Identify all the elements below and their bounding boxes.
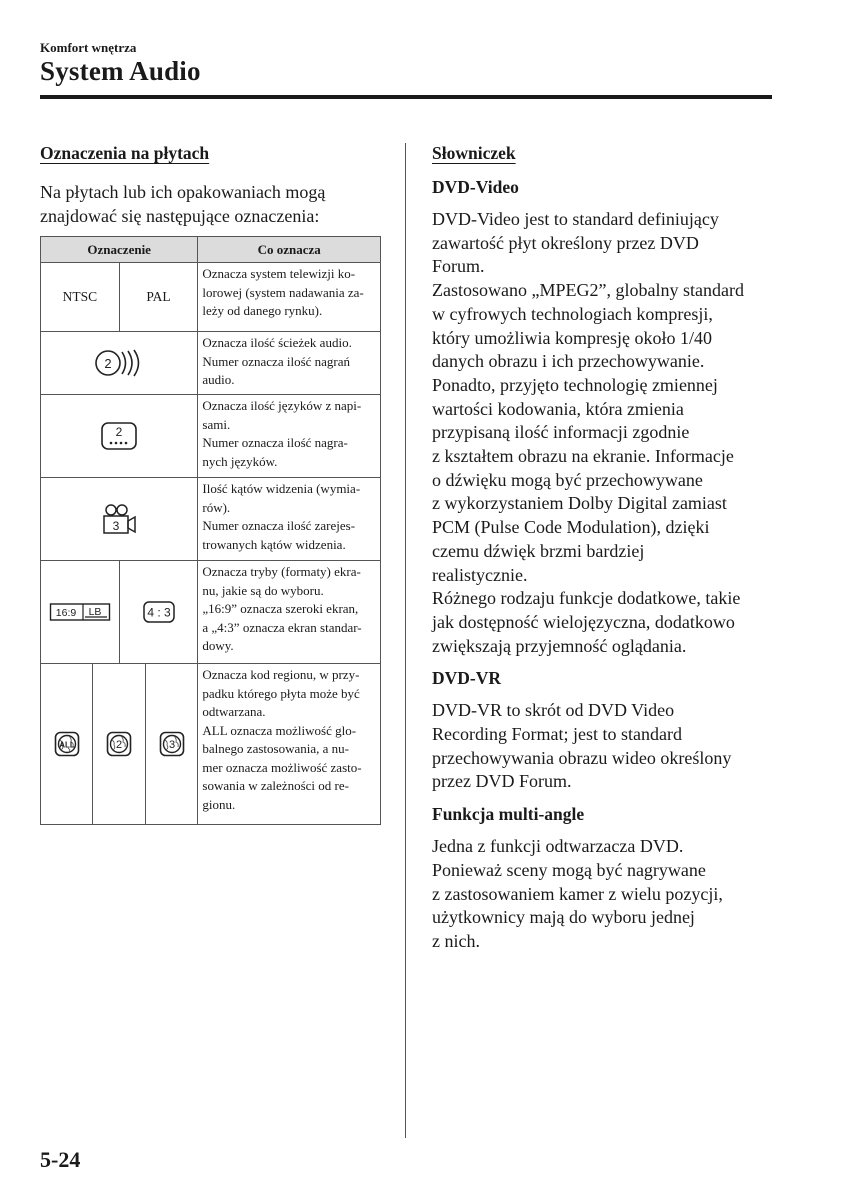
text-line: Recording Format; jest to standard xyxy=(432,724,682,745)
text-line: jak dostępność wielojęzyczna, dodatkowo xyxy=(432,611,735,632)
audio-tracks-icon xyxy=(93,346,145,380)
glossary-term-dvd-vr: DVD-VR xyxy=(432,668,502,689)
table-row xyxy=(41,263,381,332)
desc-line: rów). xyxy=(202,499,231,515)
mark-cell-wide xyxy=(41,561,120,664)
region-3-text: 3 xyxy=(168,739,175,751)
desc-line: sami. xyxy=(202,416,231,432)
text-line: PCM (Pulse Code Modulation), dzięki xyxy=(432,517,710,538)
mark-cell-audio xyxy=(41,332,198,395)
text-line: przechowywania obrazu wideo określony xyxy=(432,747,732,768)
desc-line: mer oznacza możliwość zasto- xyxy=(202,759,362,775)
column-divider xyxy=(405,143,406,1138)
glossary-definition-multi-angle xyxy=(432,835,777,954)
desc-line: trowanych kątów widzenia. xyxy=(202,536,346,552)
text-line: wartości kodowania, która zmienia xyxy=(432,398,684,419)
mark-description xyxy=(198,263,381,332)
disc-marks-heading: Oznaczenia na płytach xyxy=(40,143,210,163)
camera-angles-number: 3 xyxy=(112,519,120,533)
desc-line: leży od danego rynku). xyxy=(202,303,323,318)
table-row xyxy=(41,664,381,825)
table-row xyxy=(41,561,381,664)
text-line: DVD-VR to skrót od DVD Video xyxy=(432,700,675,721)
desc-line: Numer oznacza ilość nagrań xyxy=(202,353,351,369)
region-globe-icon xyxy=(54,731,80,757)
mark-description xyxy=(198,561,381,664)
mark-cell-subtitles xyxy=(41,395,198,478)
desc-line: Numer oznacza ilość zarejes- xyxy=(202,518,356,533)
camera-angles-icon xyxy=(99,502,139,536)
header-divider xyxy=(40,95,772,99)
region-globe-icon xyxy=(106,731,132,757)
desc-line: Oznacza ilość języków z napi- xyxy=(202,398,362,413)
disc-marks-intro: Na płytach lub ich opakowaniach mogą znajdować się następujące oznaczenia: xyxy=(40,182,326,226)
desc-line: balnego zastosowania, a nu- xyxy=(202,741,349,756)
text-line: przypisaną ilość informacji zgodnie xyxy=(432,422,690,443)
text-line: z zastosowaniem kamer z wielu pozycji, xyxy=(432,883,723,904)
mark-cell-angles xyxy=(41,478,198,561)
desc-line: Oznacza tryby (formaty) ekra- xyxy=(202,564,361,579)
desc-line: „16:9” oznacza szeroki ekran, xyxy=(202,601,359,616)
desc-line: odtwarzana. xyxy=(202,704,266,719)
right-column xyxy=(432,143,777,964)
desc-line: dowy. xyxy=(202,638,234,653)
glossary-definition-dvd-vr xyxy=(432,699,777,794)
glossary-heading: Słowniczek xyxy=(432,143,516,163)
mark-description xyxy=(198,478,381,561)
text-line: z kształtem obrazu na ekranie. Informacje xyxy=(432,446,734,467)
mark-cell-standard xyxy=(119,561,198,664)
text-line: Zastosowano „MPEG2”, globalny standard xyxy=(432,280,744,301)
text-line: który umożliwia kompresję około 1/40 xyxy=(432,327,712,348)
page-title: System Audio xyxy=(40,56,201,86)
mark-ntsc: NTSC xyxy=(62,289,98,304)
region-all-text: ALL xyxy=(58,740,75,750)
subtitles-icon xyxy=(99,420,139,452)
audio-tracks-number: 2 xyxy=(104,356,112,371)
mark-pal: PAL xyxy=(146,289,171,304)
table-header-row xyxy=(41,237,381,263)
text-line: Ponieważ sceny mogą być nagrywane xyxy=(432,859,706,880)
mark-cell-pal xyxy=(119,263,198,332)
column-header-mark: Oznaczenie xyxy=(41,237,198,263)
desc-line: nych języków. xyxy=(202,453,278,469)
desc-line: Oznacza system telewizji ko- xyxy=(202,266,356,281)
text-line: o dźwięku mogą być przechowywane xyxy=(432,469,703,490)
desc-line: lorowej (system nadawania za- xyxy=(202,284,364,300)
desc-line: Ilość kątów widzenia (wymia- xyxy=(202,481,361,496)
region-2-text: 2 xyxy=(116,739,123,751)
text-line: danych obrazu i ich przechowywanie. xyxy=(432,351,705,372)
mark-cell-ntsc xyxy=(41,263,120,332)
mark-cell-region-3 xyxy=(145,664,198,825)
disc-marks-table xyxy=(40,236,381,825)
text-line: Różnego rodzaju funkcje dodatkowe, takie xyxy=(432,588,741,609)
glossary-term-multi-angle: Funkcja multi-angle xyxy=(432,804,585,825)
table-row xyxy=(41,332,381,395)
mark-cell-region-2 xyxy=(93,664,145,825)
text-line: Ponadto, przyjęto technologię zmiennej xyxy=(432,374,718,395)
text-line: Jedna z funkcji odtwarzacza DVD. xyxy=(432,836,684,857)
text-line: Forum. xyxy=(432,256,485,277)
text-line: z nich. xyxy=(432,930,480,951)
aspect-ratio-standard-icon xyxy=(142,600,176,624)
aspect-wide-text: 16:9 xyxy=(55,607,77,619)
table-row xyxy=(41,395,381,478)
text-line: zawartość płyt określony przez DVD xyxy=(432,232,699,253)
text-line: z wykorzystaniem Dolby Digital zamiast xyxy=(432,493,727,514)
text-line: DVD-Video jest to standard definiujący xyxy=(432,209,719,229)
desc-line: Numer oznacza ilość nagra- xyxy=(202,435,348,450)
table-row xyxy=(41,478,381,561)
aspect-standard-text: 4 : 3 xyxy=(146,605,171,620)
desc-line: Oznacza kod regionu, w przy- xyxy=(202,667,360,682)
subtitles-number: 2 xyxy=(115,425,123,439)
desc-line: ALL oznacza możliwość glo- xyxy=(202,722,357,738)
mark-description xyxy=(198,395,381,478)
mark-cell-region-all xyxy=(41,664,93,825)
text-line: czemu dźwięk brzmi bardziej xyxy=(432,540,645,561)
text-line: w cyfrowych technologiach kompresji, xyxy=(432,303,713,324)
desc-line: Oznacza ilość ścieżek audio. xyxy=(202,335,352,350)
section-label: Komfort wnętrza xyxy=(40,40,137,55)
column-header-meaning: Co oznacza xyxy=(198,237,381,263)
glossary-definition-dvd-video xyxy=(432,208,777,658)
text-line: realistycznie. xyxy=(432,564,528,585)
text-line: zwiększają przyjemność oglądania. xyxy=(432,635,687,656)
text-line: użytkownicy mają do wyboru jednej xyxy=(432,907,695,928)
aspect-lb-text: LB xyxy=(88,606,102,618)
page-number: 5-24 xyxy=(40,1147,81,1172)
desc-line: audio. xyxy=(202,372,235,387)
desc-line: a „4:3” oznacza ekran standar- xyxy=(202,619,362,635)
glossary-term-dvd-video: DVD-Video xyxy=(432,177,519,197)
aspect-ratio-wide-icon xyxy=(49,602,111,622)
desc-line: padku którego płyta może być xyxy=(202,685,360,701)
desc-line: gionu. xyxy=(202,796,236,812)
desc-line: sowania w zależności od re- xyxy=(202,778,349,793)
mark-description xyxy=(198,332,381,395)
desc-line: nu, jakie są do wyboru. xyxy=(202,582,324,598)
text-line: przez DVD Forum. xyxy=(432,771,572,792)
mark-description xyxy=(198,664,381,825)
left-column xyxy=(40,143,382,825)
region-globe-icon xyxy=(159,731,185,757)
